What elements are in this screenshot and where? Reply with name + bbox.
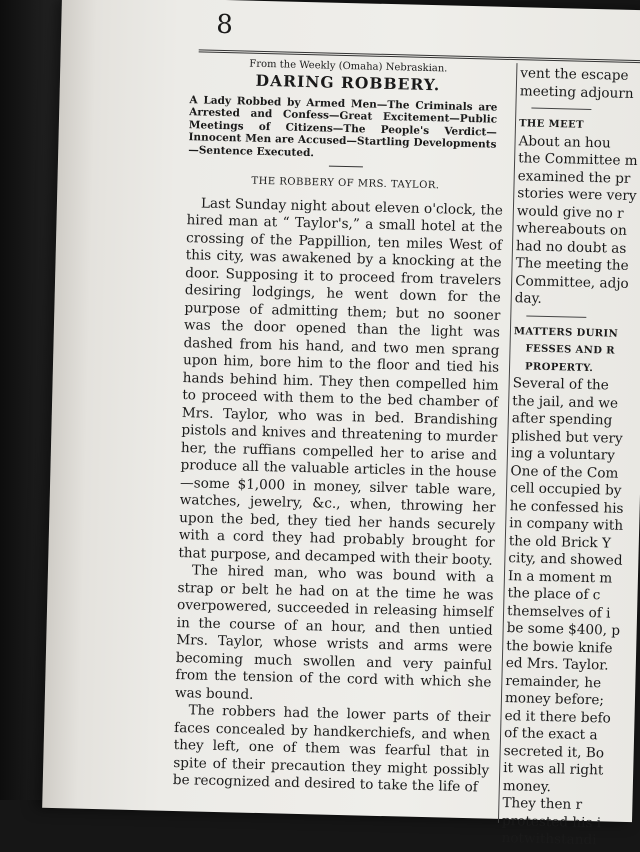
column-line: money. bbox=[502, 777, 552, 795]
section-rule bbox=[329, 166, 363, 168]
column-line: About an hou bbox=[518, 132, 611, 151]
article-headline: DARING ROBBERY. bbox=[255, 70, 441, 95]
column-line: cell occupied by bbox=[509, 480, 622, 499]
column-line: In a moment m bbox=[507, 567, 613, 587]
article-column bbox=[173, 57, 507, 797]
column-line: had no doubt as bbox=[515, 237, 627, 257]
column-line: Committee, adjo bbox=[514, 272, 629, 292]
column-line: meeting adjourn bbox=[519, 82, 634, 102]
column-line: the Committee m bbox=[517, 150, 638, 170]
column-line: notwithstandi bbox=[501, 829, 597, 849]
page-number: 8 bbox=[215, 9, 234, 41]
column-line: the bowie knife bbox=[506, 637, 613, 657]
column-line: whereabouts on bbox=[516, 220, 628, 239]
article-deck: A Lady Robbed by Armed Men—The Criminals are Arrested and Confess—Great Excitement—Public Meetings of Citizens—The People's Verdict—Innocent Men are Accused—Startling Developments—Sentence Executed. bbox=[188, 93, 498, 159]
column-line: be some $400, p bbox=[506, 620, 621, 639]
column-line: day. bbox=[514, 290, 542, 307]
article-paragraph-1: Last Sunday night about eleven o'clock, the hired man at “ Taylor's,” a small hotel at the crossing of the Pappillion, ten miles West of this city, was awakened by a knocking at the door. Supposing it to proceed from travelers desiring lodgings, he went down for the purpose of admitting them; but no sooner was the door opened than the light was dashed from his hand, and two men sprang upon him, bore him to the floor and tied his hands behind him. They then compelled him to proceed with them to the bed chamber of Mrs. Taylor, who was in bed. Brandishing pistols and knives and threatening to murder her, the ruffians compelled her to arise and produce all the valuable articles in the house—some $1,000 in money, silver table ware, watches, jewelry, &c., when, throwing her upon the bed, they tied her hands securely with a cord they had probably brought for that purpose, and decamped with their booty. bbox=[178, 194, 504, 569]
column-lines-bottom bbox=[501, 375, 640, 852]
column-line: themselves of i bbox=[506, 602, 611, 622]
column-line: he confessed his bbox=[509, 497, 624, 517]
article-subhead: THE ROBBERY OF MRS. TAYLOR. bbox=[251, 175, 440, 192]
column-line: the old Brick Y bbox=[508, 532, 612, 552]
column-line: They then r bbox=[502, 795, 583, 813]
column-line: ed it there befo bbox=[504, 707, 612, 727]
column-subhead: MATTERS DURIN bbox=[513, 325, 619, 340]
section-rule bbox=[531, 108, 591, 110]
column-line: in company with bbox=[509, 515, 624, 534]
column-line: One of the Com bbox=[510, 462, 619, 482]
column-subhead: THE MEET bbox=[518, 118, 585, 131]
adjacent-column bbox=[501, 65, 640, 852]
column-line: the place of c bbox=[507, 585, 601, 604]
column-subhead: PROPERTY. bbox=[524, 360, 594, 374]
column-line: would give no r bbox=[516, 202, 624, 222]
column-line: The meeting the bbox=[515, 255, 629, 274]
column-line: plished but very bbox=[511, 427, 623, 447]
column-line: examined the pr bbox=[517, 167, 631, 187]
column-line: remainder, he bbox=[505, 672, 602, 691]
column-line: ed Mrs. Taylor. bbox=[505, 655, 609, 674]
column-line: money before; bbox=[504, 690, 605, 709]
column-line: it was all right bbox=[503, 760, 604, 779]
column-line: Several of the bbox=[512, 375, 609, 394]
column-line: the jail, and we bbox=[512, 392, 619, 412]
newspaper-page bbox=[42, 0, 640, 849]
article-paragraph-3: The robbers had the lower parts of their faces concealed by handkerchiefs, and when they left, one of them was fearful that in spite of their precaution they might possibly be recognized and desired to take the life of bbox=[172, 702, 491, 796]
column-subhead: FESSES AND R bbox=[525, 343, 616, 357]
column-line: vent the escape bbox=[520, 65, 629, 84]
article-credit: From the Weekly (Omaha) Nebraskian. bbox=[249, 58, 448, 75]
column-line: city, and showed bbox=[508, 550, 623, 569]
column-line: stories were very bbox=[517, 185, 637, 205]
column-line: after spending bbox=[511, 410, 613, 429]
column-line: protested his i bbox=[501, 812, 602, 831]
column-line: secreted it, Bo bbox=[503, 742, 605, 761]
column-line: of the exact a bbox=[503, 725, 598, 744]
article-paragraph-2: The hired man, who was bound with a strap or belt he had on at the time he was overpowered, succeeded in releasing himself in the course of an hour, and then untied Mrs. Taylor, whose wrists and arms were becoming much swollen and very painful from the tension of the cord with which she was bound. bbox=[174, 562, 495, 703]
column-line: ing a voluntary bbox=[510, 445, 616, 464]
section-rule bbox=[526, 315, 586, 317]
